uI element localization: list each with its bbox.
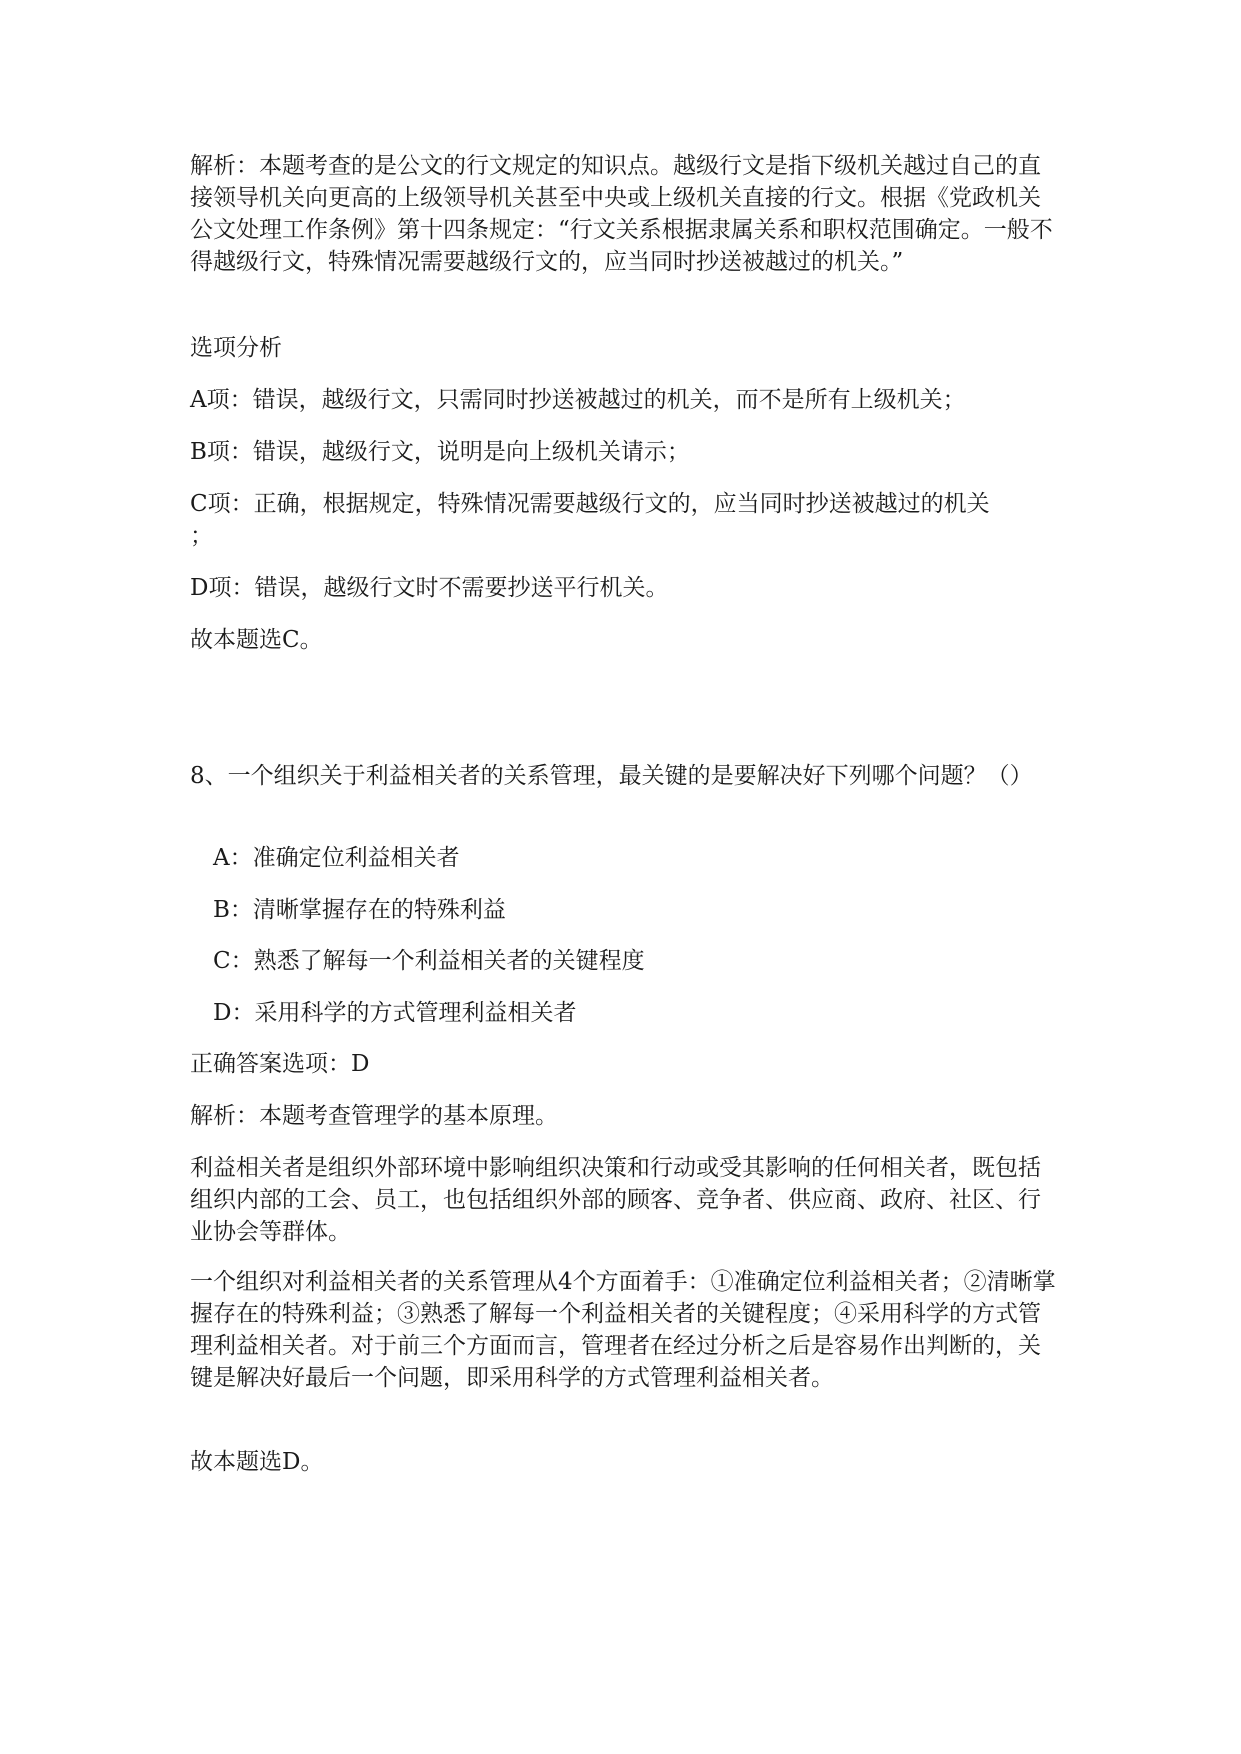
q7-option-b-analysis: B项：错误，越级行文，说明是向上级机关请示； <box>190 439 690 465</box>
q8-choice-a: A：准确定位利益相关者 <box>213 845 460 871</box>
q7-analysis-intro: 解析：本题考查的是公文的行文规定的知识点。越级行文是指下级机关越过自己的直接领导机关向更高的上级领导机关甚至中央或上级机关直接的行文。根据《党政机关公文处理工作条例》第十四条规定：“行文关系根据隶属关系和职权范围确定。一般不得越级行文，特殊情况需要越级行文的，应当同时抄送被越过的机关。” <box>190 153 1053 275</box>
q8-choice-d: D：采用科学的方式管理利益相关者 <box>213 1000 577 1026</box>
q8-choice-b: B：清晰掌握存在的特殊利益 <box>213 897 506 923</box>
q8-choice-c: C：熟悉了解每一个利益相关者的关键程度 <box>213 948 645 974</box>
q7-option-c-analysis: C项：正确，根据规定，特殊情况需要越级行文的，应当同时抄送被越过的机关 <box>190 491 990 517</box>
q7-option-d-analysis: D项：错误，越级行文时不需要抄送平行机关。 <box>190 575 669 601</box>
q7-option-c-analysis-continued: ； <box>190 523 213 549</box>
q8-question: 8、一个组织关于利益相关者的关系管理，最关键的是要解决好下列哪个问题？（） <box>190 763 1033 789</box>
q7-option-a-analysis: A项：错误，越级行文，只需同时抄送被越过的机关，而不是所有上级机关； <box>190 387 966 413</box>
q8-conclusion: 故本题选D。 <box>190 1449 324 1475</box>
q8-analysis-intro: 解析：本题考查管理学的基本原理。 <box>190 1103 558 1129</box>
q8-analysis-paragraph-2: 一个组织对利益相关者的关系管理从4个方面着手：①准确定位利益相关者；②清晰掌握存在的特殊利益；③熟悉了解每一个利益相关者的关键程度；④采用科学的方式管理利益相关者。对于前三个方面而言，管理者在经过分析之后是容易作出判断的，关键是解决好最后一个问题，即采用科学的方式管理利益相关者。 <box>190 1269 1056 1391</box>
q7-conclusion: 故本题选C。 <box>190 627 323 653</box>
q7-options-heading: 选项分析 <box>190 335 282 361</box>
q8-analysis-paragraph-1: 利益相关者是组织外部环境中影响组织决策和行动或受其影响的任何相关者，既包括组织内部的工会、员工，也包括组织外部的顾客、竞争者、供应商、政府、社区、行业协会等群体。 <box>190 1155 1041 1245</box>
q8-answer: 正确答案选项：D <box>190 1051 370 1077</box>
